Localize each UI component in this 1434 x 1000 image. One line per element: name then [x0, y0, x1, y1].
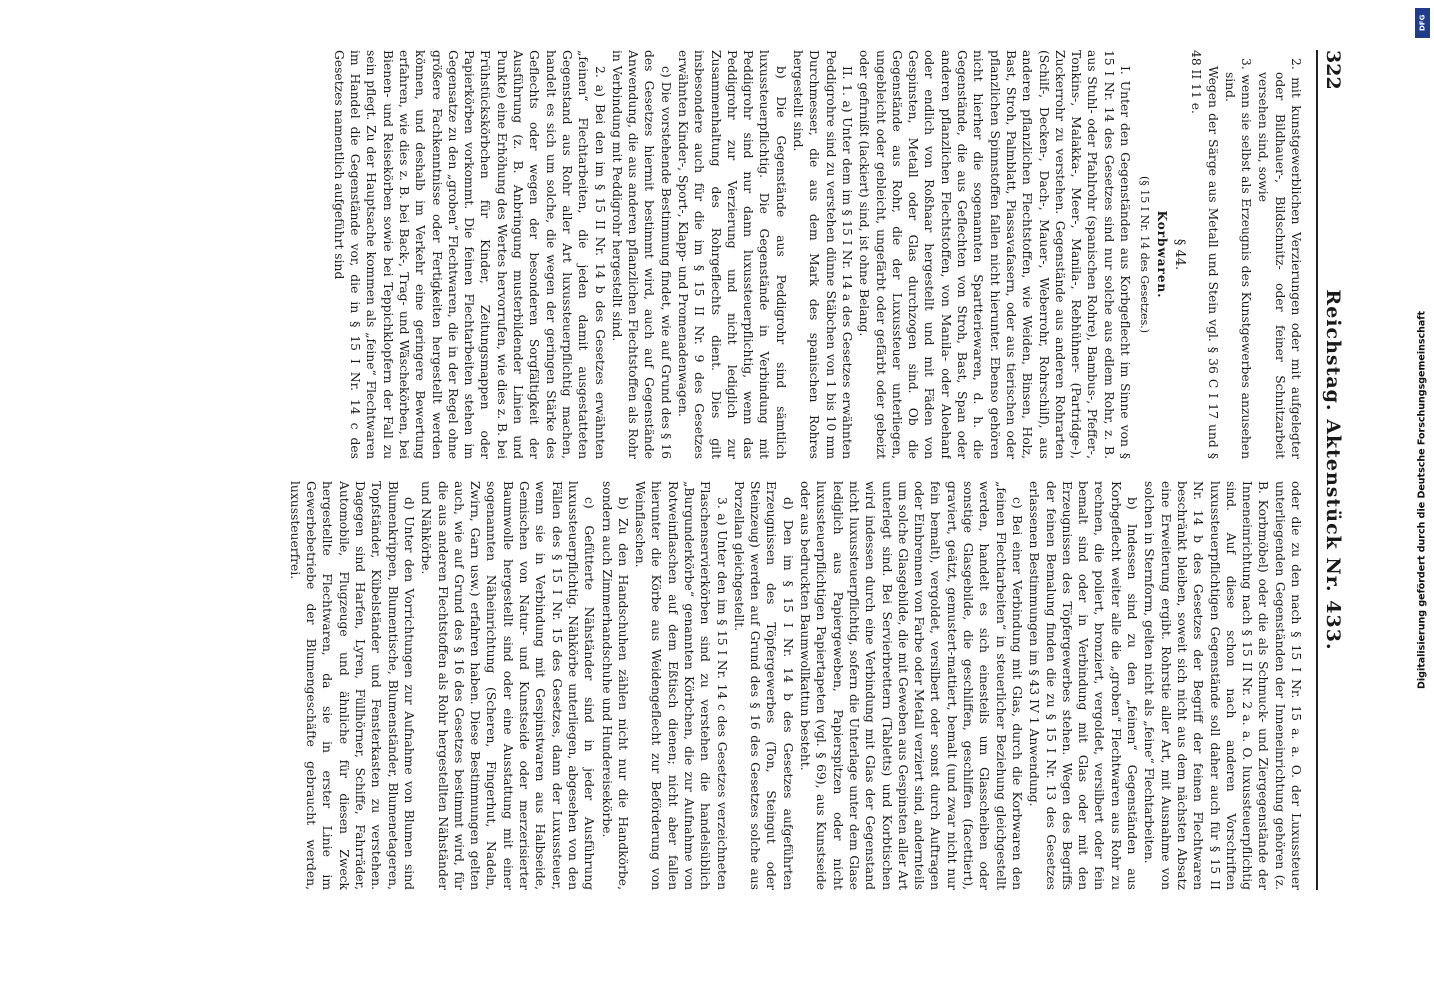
paragraph: II. 1. a) Unter dem im § 15 I Nr. 14 a des Gesetzes erwähnten Peddigrohre sind zu verstehen dünne Stäbchen von 1 bis 10 mm Durchmesser, die aus dem Mark des spanischen Rohres hergestellt sind. [791, 50, 854, 459]
paragraph: c) Bei einer Verbindung mit Glas, durch die Korbwaren den „feinen Flechtarbeiten“ in steuerlicher Beziehung gleichgestellt werden, handelt es sich einesteils um Glasscheiben oder sonstige Glasgebilde, die geschliffen, geschliffen (facettiert), graviert, geätzt, gemustert-mattiert, bemalt (und zwar nicht nur fein bemalt), vergoldet, versilbert oder sonst durch Auftragen oder Einbrennen von Farbe oder Metall verziert sind, andernteils um solche Glasgebilde, die mit Geweben aus Gespinsten aller Art unterlegt sind. Bei Servierbrettern (Tabletts) und Korbtischen wird indessen durch eine Verbindung mit Glas der Gegenstand nicht luxussteuerpflichtig, sofern die Unterlage unter dem Glase lediglich aus Papiergeweben, Papierspitzen oder nicht luxussteuerpflichtigen Papiertapeten (vgl. § 69), aus Kunstseide oder aus bedruckten Baumwollkattun besteht. [798, 481, 1024, 890]
page-number: 322 [1322, 50, 1344, 90]
paragraph: b) Zu den Handschuhen zählen nicht nur die Handkörbe, sondern auch Zimmerhandschuhe und Hundereisekörbe. [599, 481, 630, 890]
paragraph: oder die zu den nach § 15 I Nr. 15 a. a. O. der Luxussteuer unterliegenden Gegenständen der Inneneinrichtung gehören (z. B. Korbmöbel) oder die als Schmuck- und Ziergegenstände der Inneneinrichtung nach § 15 II Nr. 2 a. a. O. luxussteuerpflichtig sind. Auf diese schon nach anderen Vorschriften luxussteuerpflichtigen Gegenstände soll daher auch für § 15 II Nr. 14 b des Gesetzes der Begriff der feinen Flechtwaren beschränkt bleiben, soweit sich nicht aus dem nächsten Absatz eine Erweiterung ergibt. Rohrstie aller Art, mit Ausnahme von solchen in Sternform, gelten nicht als „feine“ Flechtarbeiten. [1142, 481, 1303, 890]
paragraph: b) Die Gegenstände aus Peddigrohr sind sämtlich luxussteuerpflichtig. Die Gegenstände in Verbindung mit Peddigrohr sind nur dann luxussteuerpflichtig, wenn das Peddigrohr zur Verzierung und nicht lediglich zur Zusammenhaltung des Rohrgeflechts dient. Dies gilt insbesondere auch für die im § 15 II Nr. 9 des Gesetzes erwähnten Kinder-, Sport-, Klapp- und Promenadenwagen. [676, 50, 788, 459]
section-number: § 44. [1171, 238, 1187, 271]
running-head [1316, 50, 1344, 890]
paragraph: d) Den im § 15 I Nr. 14 b des Gesetzes aufgeführten Erzeugnissen des Töpfergewerbes (Ton, Steingut oder Steinzeug) werden auf Grund des § 16 des Gesetzes solche aus Porzellan gleichgestellt. [731, 481, 795, 890]
dfg-logo: DFG [1415, 8, 1430, 38]
paragraph: d) Unter den Vorrichtungen zur Aufnahme von Blumen sind Blumenkrippen, Blumentische, Blumenständer, Blumenetageren, Topfständer, Kübelständer und Fensterkasten zu verstehen. Dagegen sind Harfen, Lyren, Füllhörner, Schiffe, Fahrräder, Automobile, Flugzeuge und ähnliche für diesen Zweck hergestellte Flechtwaren, da sie in erster Linie im Gewerbebetriebe der Blumengeschäfte gebraucht werden, luxussteuerfrei. [287, 481, 416, 890]
scanned-page [52, 20, 1382, 920]
section-title: Korbwaren. [1154, 210, 1169, 299]
paragraph: Wegen der Särge aus Metall und Stein vgl. § 36 C I 17 und § 48 II 11 e. [1189, 50, 1220, 459]
paragraph: b) Indessen sind zu den „feinen“ Gegenständen aus Korbgeflecht weiter alle die „groben“ Flechtwaren aus Rohr zu rechnen, die poliert, bronziert, vergoldet, versilbert oder fein bemalt sind oder in Verbindung mit Glas oder mit den Erzeugnissen des Töpfergewerbes stehen. Wegen des Begriffs der feinen Bemalung finden die zu § 15 I Nr. 13 des Gesetzes erlassenen Bestimmungen im § 43 IV 1 Anwendung. [1027, 481, 1140, 890]
paragraph: I. Unter den Gegenständen aus Korbgeflecht im Sinne von § 15 I Nr. 14 des Gesetzes sind nur solche aus edlem Rohr, z. B. aus Stuhl- oder Pfahlrohr (spanischen Rohre), Bambus-, Pfeffer-, Tonkins-, Malakka-, Meer-, Manila-, Rebhühner- (Partridge-), Zuckerrohr zu verstehen. Gegenstände aus anderen Rohrarten (Schilf-, Decken-, Dach-, Mauer-, Weberrohr, Rohrschilf), aus anderen pflanzlichen Flechtstoffen, wie Weiden, Binsen, Holz, Bast, Stroh, Palmblatt, Piassavafasern, oder aus tierischen oder pflanzlichen Spinnstoffen fallen nicht hierunter. Ebenso gehören nicht hierher die sogenannten Spartteriewaren, d. h. die Gegenstände, die aus Geflechten von Stroh, Bast, Span oder anderen pflanzlichen Flechtstoffen, von Manila- oder Aloehanf oder endlich von Roßhaar hergestellt und mit Fäden von Gespinsten, Metall oder Glas durchzogen sind. Ob die Gegenstände aus Rohr, die der Luxussteuer unterliegen, ungebleicht oder gebleicht, ungefärbt oder gefärbt oder gebeizt oder gefirnißt (lackiert) sind, ist ohne Belang. [857, 50, 1133, 459]
digitization-credit: Digitalisierung gefördert durch die Deutsche Forschungsgemeinschaft [1416, 311, 1428, 689]
left-column [72, 50, 1304, 459]
section-reference: (§ 15 I Nr. 14 des Gesetzes.) [1138, 175, 1152, 334]
header-title: Reichstag. Aktenstück Nr. 433. [1322, 289, 1344, 651]
text-columns [72, 50, 1304, 890]
digitization-note [1410, 0, 1434, 1000]
paragraph: 3. wenn sie selbst als Erzeugnis des Kunstgewerbes anzusehen sind. [1222, 58, 1254, 459]
right-column [72, 481, 1304, 890]
paragraph: 2. a) Bei den im § 15 II Nr. 14 b des Gesetzes erwähnten „feinen“ Flechtarbeiten, die jeden damit ausgestatteten Gegenstand aus Rohr aller Art luxussteuerpflichtig machen, handelt es sich um solche, die wegen der geringen Stärke des Geflechts oder wegen der besonderen Sorgfältigkeit der Ausführung (z. B. Anbringung musterbildender Linien und Punkte) eine Erhöhung des Wertes hervorrufen, wie dies z. B. bei Frühstückskörbchen für Kinder, Zeitungsmappen oder Papierkörben vorkommt. Die feinen Flechtarbeiten stehen im Gegensatze zu den „groben“ Flechtwaren, die in der Regel ohne größere Fachkenntnisse oder Fertigkeiten hergestellt werden können, und deshalb im Verkehr eine geringere Bewertung erfahren, wie dies z. B. bei Back-, Trag- und Wäschekörben, bei Bienen- und Reisekörben sowie bei Teppichklopfern der Fall zu sein pflegt. Zu der Hauptsache kommen als „feine“ Flechtwaren im Handel die Gegenstände vor, die in § 15 I Nr. 14 c des Gesetzes namentlich aufgeführt sind [331, 50, 607, 459]
paragraph: 2. mit kunstgewerblichen Verzierungen oder mit aufgelegter oder Bildhauer-, Bildschnitz- oder feiner Schnitzarbeit versehen sind, sowie [1256, 58, 1303, 459]
paragraph: 3. a) Unter den im § 15 I Nr. 14 c des Gesetzes verzeichneten Flaschenservierkörben sind zu verstehen die handelsüblich „Burgunderkörbe“ genannten Körbchen, die zur Aufnahme von Rotweinflaschen auf dem Eßtisch dienen; nicht aber fallen hierunter die Körbe aus Weidengeflecht zur Beförderung von Weinflaschen. [633, 481, 729, 890]
paragraph: c) Die vorstehende Bestimmung findet, wie auf Grund des § 16 des Gesetzes hiermit bestimmt wird, auch auf Gegenstände Anwendung, die aus anderen pflanzlichen Flechtstoffen als Rohr in Verbindung mit Peddigrohr hergestellt sind. [609, 50, 673, 459]
paragraph: c) Gefütterte Nähständer sind in jeder Ausführung luxussteuerpflichtig. Nähkörbe unterliegen, abgesehen von den Fällen des § 15 I Nr. 15 des Gesetzes, dann der Luxussteuer, wenn sie in Verbindung mit Gespinstwaren aus Halbseide, Gemischen von Natur- und Kunstseide oder merzerisierter Baumwolle hergestellt sind oder eine Ausstattung mit einer sogenannten Näheinrichtung (Scheren, Fingerhut, Nadeln, Zwirn, Garn usw.) erfahren haben. Diese Bestimmungen gelten auch, wie auf Grund des § 16 des Gesetzes bestimmt wird, für die aus anderen Flechtstoffen als Rohr hergestellten Nähständer und Nähkörbe. [419, 481, 597, 890]
